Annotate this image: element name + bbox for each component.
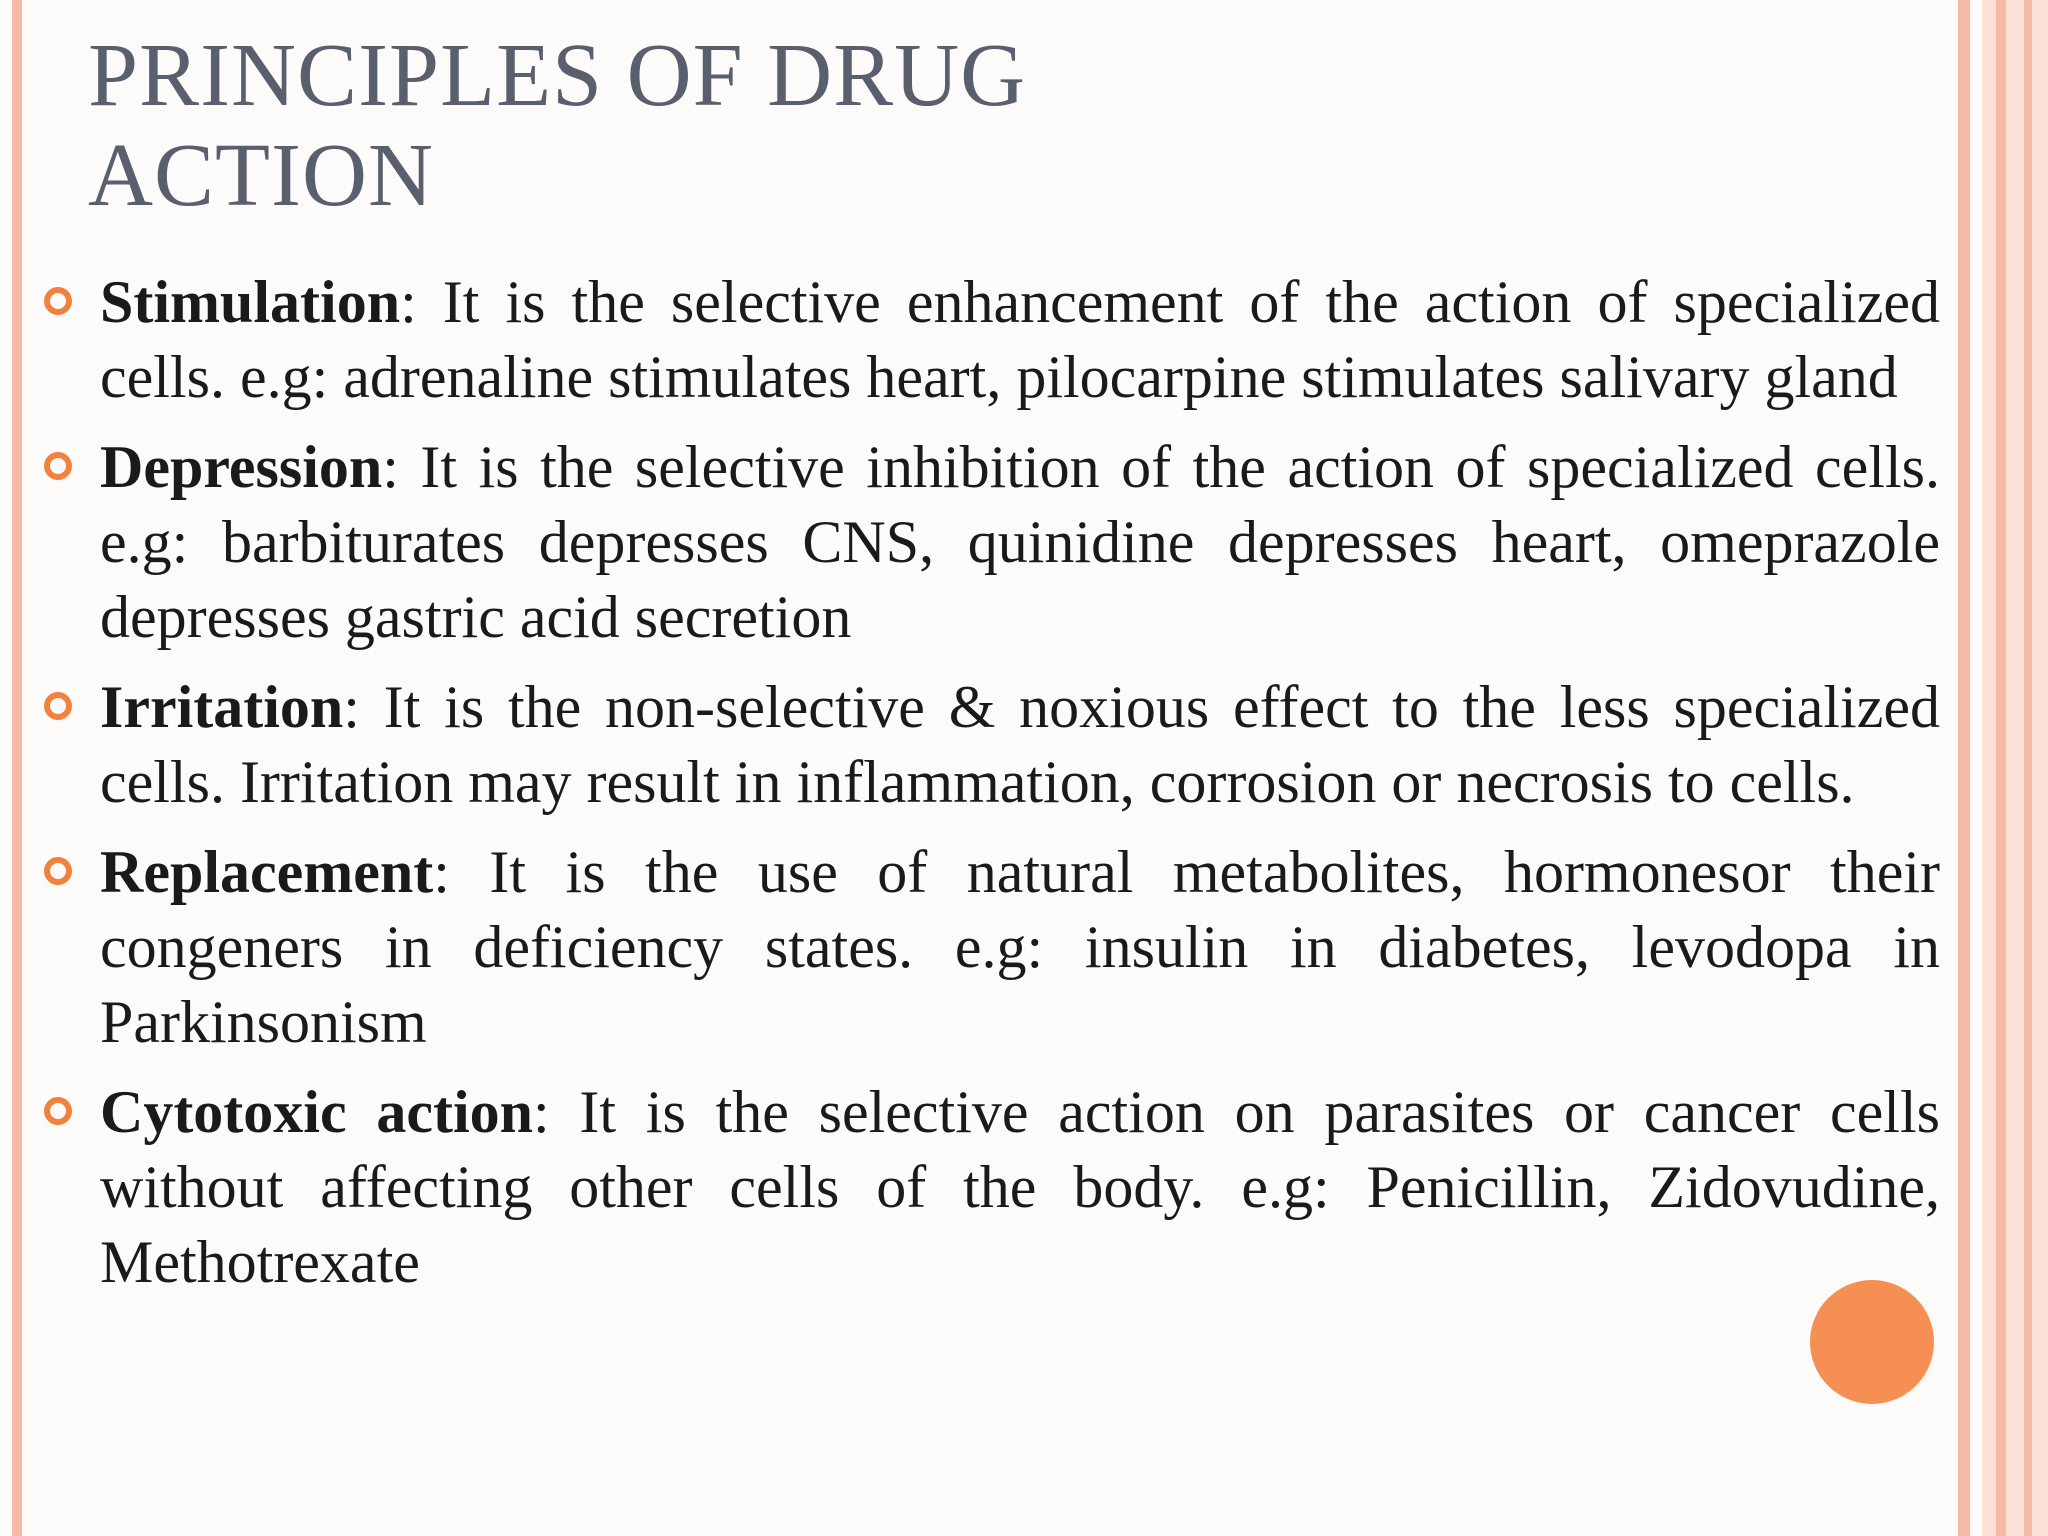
bullet-term: Cytotoxic action bbox=[100, 1079, 533, 1145]
bullet-item bbox=[0, 430, 1940, 655]
circle-bullet-icon bbox=[44, 857, 72, 885]
slide-title-line: PRINCIPLES OF DRUG bbox=[88, 26, 1027, 125]
bullet-text bbox=[100, 1075, 1940, 1300]
circle-bullet-icon bbox=[44, 287, 72, 315]
bullet-item bbox=[0, 670, 1940, 820]
bullet-item bbox=[0, 835, 1940, 1060]
right-border-stripe bbox=[2024, 0, 2032, 1536]
slide-title-line: ACTION bbox=[88, 126, 434, 225]
bullet-description: : It is the non-selective & noxious effect to the less specialized cells. Irritation may result in inflammation, corrosion or necrosis to cells. bbox=[100, 674, 1940, 815]
bullet-description: : It is the selective action on parasites or cancer cells without affecting other cells of the body. e.g: Penicillin, Zidovudine, Methotrexate bbox=[100, 1079, 1940, 1295]
bullet-text bbox=[100, 265, 1940, 415]
pointer-highlight-icon bbox=[1810, 1280, 1934, 1404]
bullet-description: : It is the selective inhibition of the action of specialized cells. e.g: barbiturates depresses CNS, quinidine depresses heart, omeprazole depresses gastric acid secretion bbox=[100, 434, 1940, 650]
bullet-term: Depression bbox=[100, 434, 383, 500]
right-border-stripe bbox=[1958, 0, 1970, 1536]
circle-bullet-icon bbox=[44, 1097, 72, 1125]
bullet-list bbox=[0, 265, 1940, 1315]
bullet-text bbox=[100, 670, 1940, 820]
bullet-item bbox=[0, 265, 1940, 415]
right-border-panel bbox=[1982, 0, 2048, 1536]
circle-bullet-icon bbox=[44, 452, 72, 480]
bullet-description: : It is the use of natural metabolites, hormonesor their congeners in deficiency states. e.g: insulin in diabetes, levodopa in Parkinsonism bbox=[100, 839, 1940, 1055]
circle-bullet-icon bbox=[44, 692, 72, 720]
bullet-description: : It is the selective enhancement of the action of specialized cells. e.g: adrenaline stimulates heart, pilocarpine stimulates salivary gland bbox=[100, 269, 1940, 410]
bullet-term: Stimulation bbox=[100, 269, 401, 335]
bullet-text bbox=[100, 835, 1940, 1060]
right-border-stripe bbox=[1996, 0, 2006, 1536]
bullet-item bbox=[0, 1075, 1940, 1300]
bullet-text bbox=[100, 430, 1940, 655]
bullet-term: Irritation bbox=[100, 674, 344, 740]
slide-title bbox=[88, 26, 1026, 226]
bullet-term: Replacement bbox=[100, 839, 434, 905]
